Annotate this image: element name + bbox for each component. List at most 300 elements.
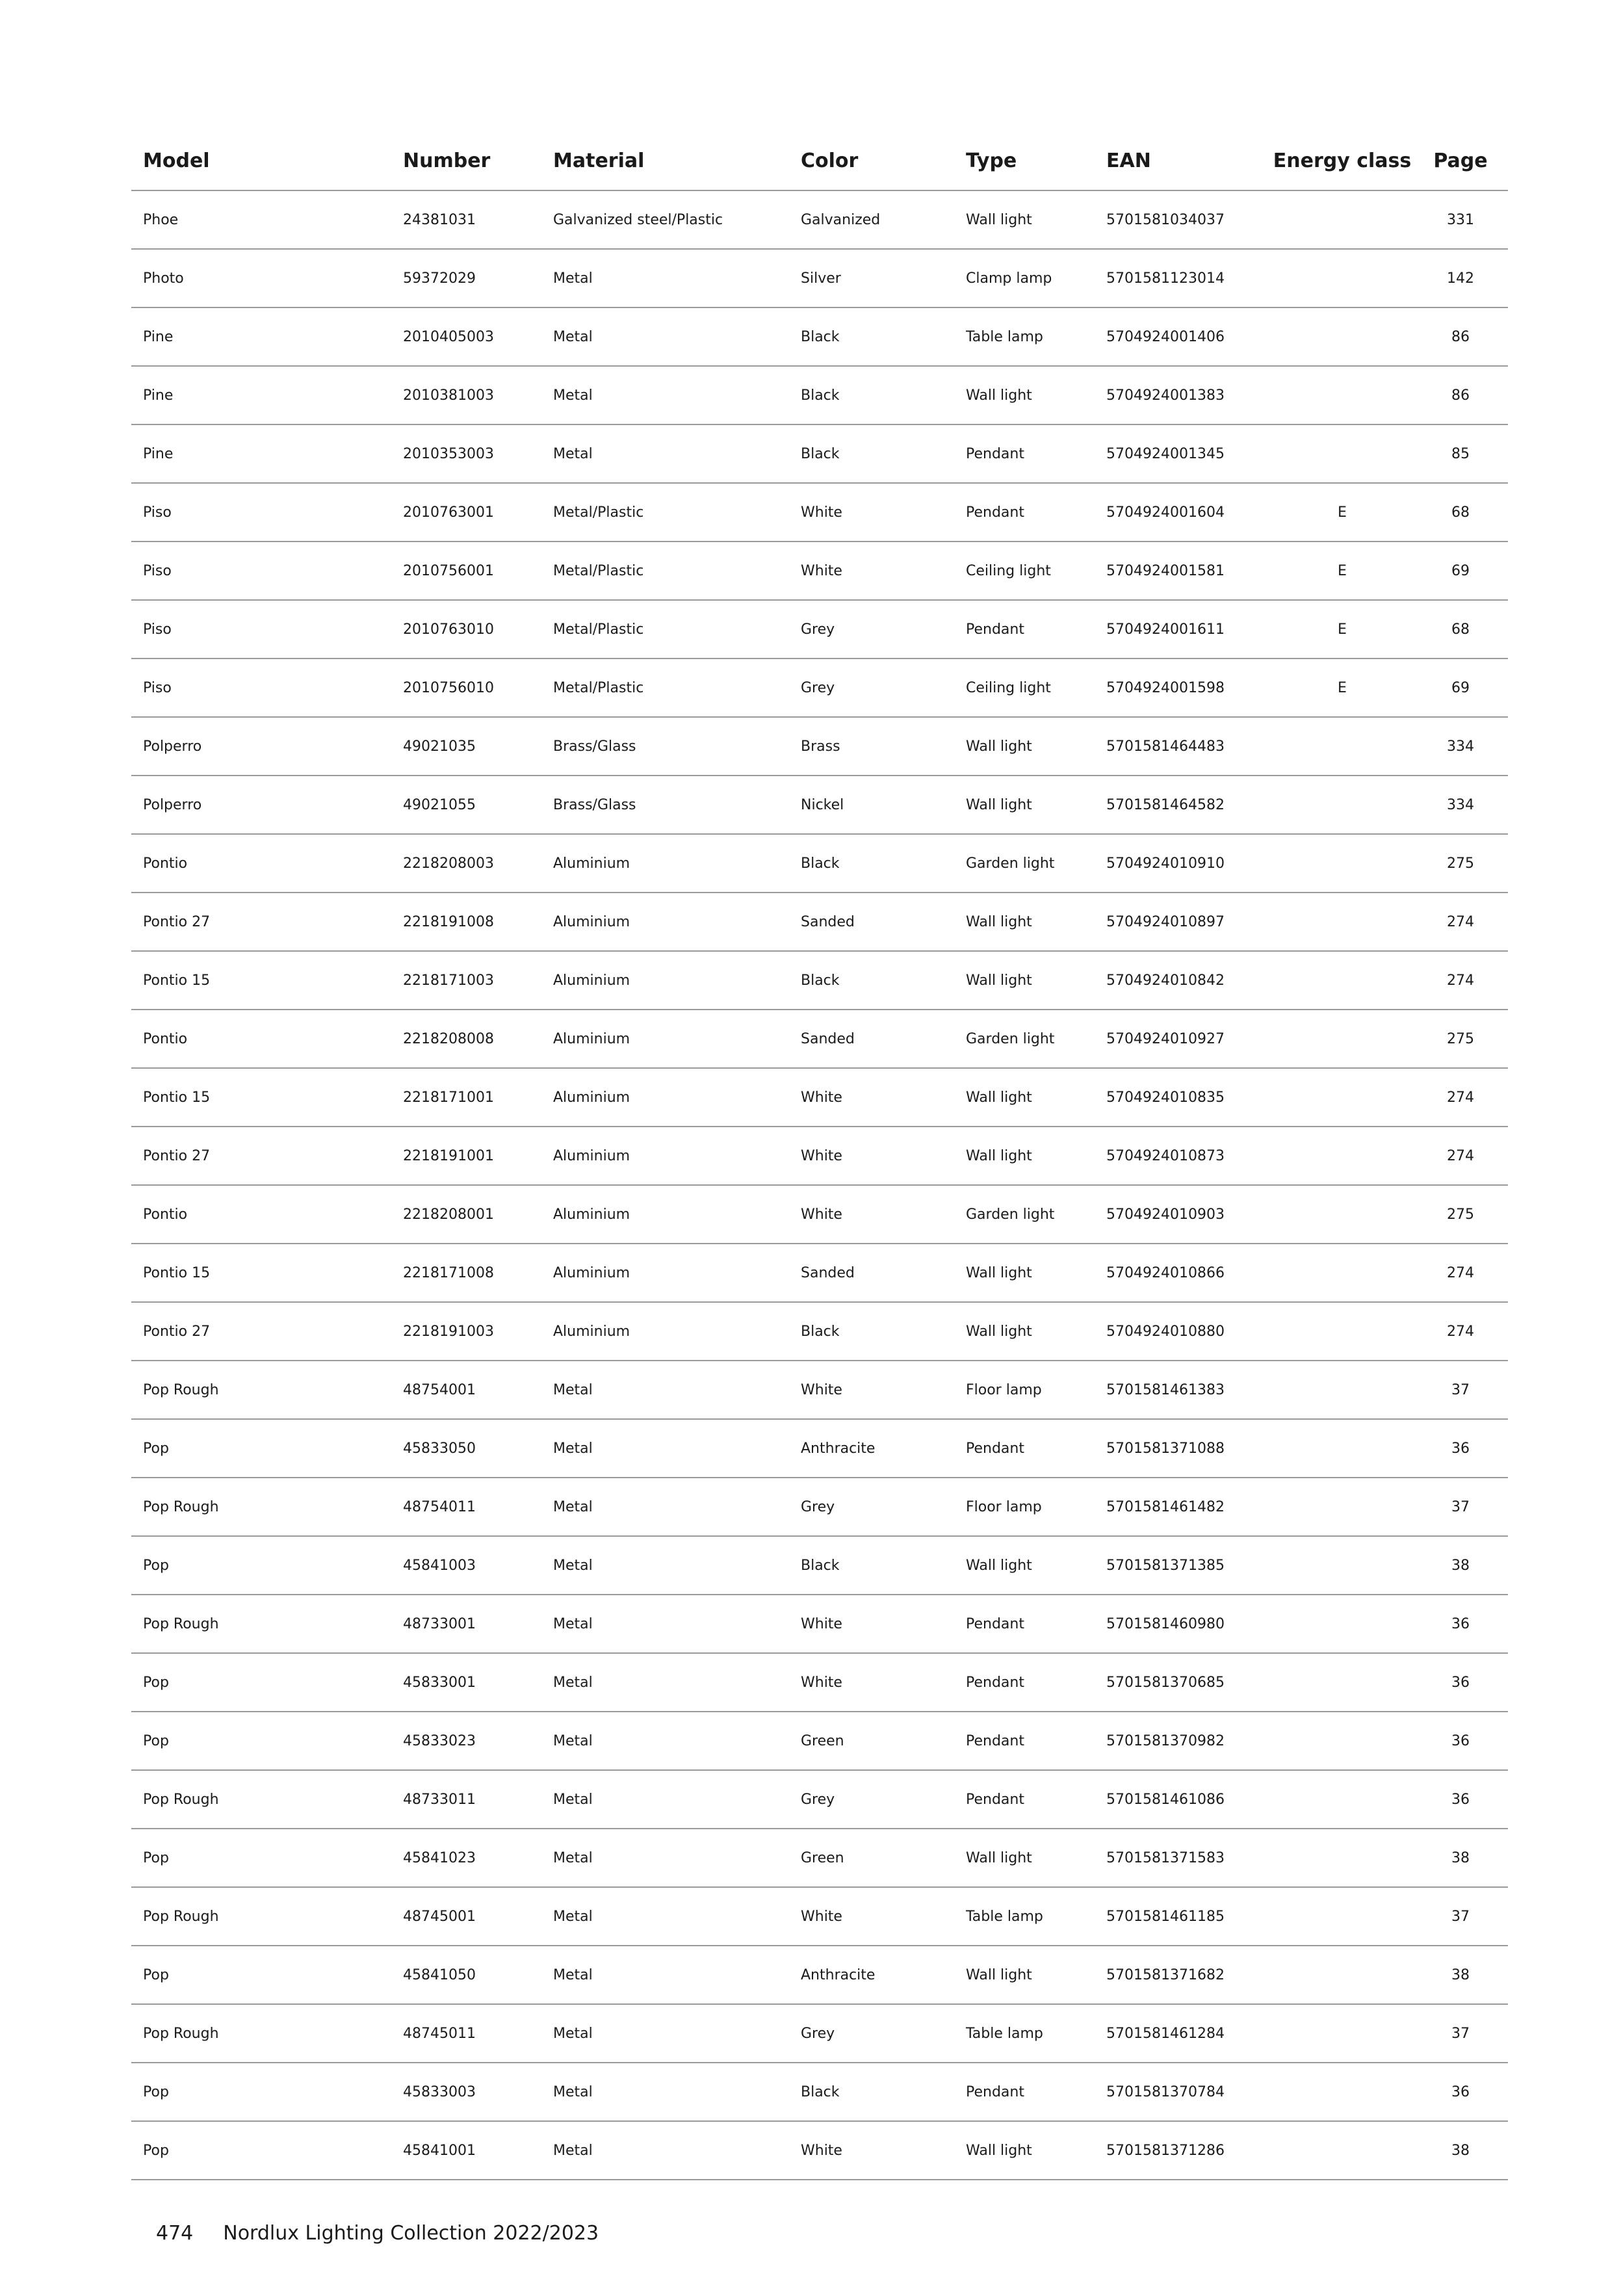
cell-type: Table lamp <box>966 1887 1106 1946</box>
cell-type: Pendant <box>966 1653 1106 1712</box>
cell-page: 38 <box>1413 1946 1508 2004</box>
column-header-number: Number <box>403 131 553 190</box>
cell-type: Wall light <box>966 1068 1106 1127</box>
table-row <box>131 1244 1508 1302</box>
cell-color: Black <box>801 951 966 1010</box>
cell-type: Wall light <box>966 893 1106 951</box>
cell-color: Grey <box>801 659 966 717</box>
table-row <box>131 1536 1508 1595</box>
cell-color: Black <box>801 366 966 424</box>
cell-number: 2010763010 <box>403 600 553 659</box>
column-header-page: Page <box>1413 131 1508 190</box>
cell-number: 45841050 <box>403 1946 553 2004</box>
cell-color: White <box>801 1127 966 1185</box>
cell-color: White <box>801 1887 966 1946</box>
cell-number: 45833001 <box>403 1653 553 1712</box>
cell-page: 36 <box>1413 2063 1508 2121</box>
cell-energy-class: E <box>1271 541 1413 600</box>
cell-type: Pendant <box>966 1712 1106 1770</box>
cell-energy-class: E <box>1271 659 1413 717</box>
cell-page: 36 <box>1413 1595 1508 1653</box>
cell-number: 59372029 <box>403 249 553 307</box>
cell-page: 68 <box>1413 600 1508 659</box>
cell-type: Pendant <box>966 1419 1106 1478</box>
cell-model: Pop <box>131 1829 403 1887</box>
cell-material: Metal/Plastic <box>553 659 801 717</box>
cell-energy-class <box>1271 1302 1413 1361</box>
cell-number: 2218171008 <box>403 1244 553 1302</box>
cell-energy-class <box>1271 1829 1413 1887</box>
table-row <box>131 717 1508 776</box>
table-row <box>131 1946 1508 2004</box>
cell-page: 69 <box>1413 541 1508 600</box>
column-header-ean: EAN <box>1106 131 1271 190</box>
cell-color: Grey <box>801 1478 966 1536</box>
cell-material: Brass/Glass <box>553 717 801 776</box>
cell-model: Pop <box>131 1946 403 2004</box>
page-number: 474 <box>156 2222 194 2245</box>
cell-page: 334 <box>1413 776 1508 834</box>
cell-page: 37 <box>1413 2004 1508 2063</box>
table-row <box>131 893 1508 951</box>
cell-model: Piso <box>131 483 403 541</box>
cell-energy-class <box>1271 951 1413 1010</box>
cell-page: 36 <box>1413 1712 1508 1770</box>
cell-energy-class <box>1271 424 1413 483</box>
table-row <box>131 659 1508 717</box>
cell-model: Pop Rough <box>131 1595 403 1653</box>
cell-material: Metal <box>553 1887 801 1946</box>
cell-model: Polperro <box>131 717 403 776</box>
cell-type: Wall light <box>966 1244 1106 1302</box>
column-header-model: Model <box>131 131 403 190</box>
cell-model: Pontio <box>131 834 403 893</box>
cell-number: 2218191001 <box>403 1127 553 1185</box>
table-row <box>131 1829 1508 1887</box>
cell-energy-class <box>1271 1361 1413 1419</box>
table-row <box>131 249 1508 307</box>
cell-material: Aluminium <box>553 1244 801 1302</box>
cell-ean: 5701581461284 <box>1106 2004 1271 2063</box>
cell-color: Sanded <box>801 1244 966 1302</box>
cell-color: White <box>801 1653 966 1712</box>
cell-type: Garden light <box>966 1010 1106 1068</box>
cell-model: Piso <box>131 600 403 659</box>
cell-material: Metal <box>553 249 801 307</box>
cell-number: 2010756001 <box>403 541 553 600</box>
cell-page: 274 <box>1413 893 1508 951</box>
cell-type: Pendant <box>966 1595 1106 1653</box>
cell-type: Wall light <box>966 1302 1106 1361</box>
cell-material: Metal <box>553 424 801 483</box>
cell-model: Pop Rough <box>131 1887 403 1946</box>
cell-number: 49021055 <box>403 776 553 834</box>
column-header-color: Color <box>801 131 966 190</box>
cell-energy-class <box>1271 1536 1413 1595</box>
cell-color: White <box>801 541 966 600</box>
cell-ean: 5704924010927 <box>1106 1010 1271 1068</box>
cell-number: 45841001 <box>403 2121 553 2180</box>
cell-number: 2010353003 <box>403 424 553 483</box>
cell-ean: 5704924001611 <box>1106 600 1271 659</box>
cell-model: Pontio 15 <box>131 951 403 1010</box>
cell-number: 2010763001 <box>403 483 553 541</box>
cell-number: 2010756010 <box>403 659 553 717</box>
cell-page: 274 <box>1413 1127 1508 1185</box>
cell-ean: 5704924010903 <box>1106 1185 1271 1244</box>
cell-ean: 5701581371385 <box>1106 1536 1271 1595</box>
cell-material: Metal <box>553 2121 801 2180</box>
cell-color: White <box>801 1185 966 1244</box>
cell-model: Polperro <box>131 776 403 834</box>
cell-ean: 5701581461482 <box>1106 1478 1271 1536</box>
cell-material: Metal <box>553 1419 801 1478</box>
cell-type: Wall light <box>966 717 1106 776</box>
cell-energy-class <box>1271 1887 1413 1946</box>
cell-type: Pendant <box>966 600 1106 659</box>
cell-page: 275 <box>1413 1010 1508 1068</box>
cell-material: Metal/Plastic <box>553 483 801 541</box>
cell-ean: 5704924010866 <box>1106 1244 1271 1302</box>
column-header-material: Material <box>553 131 801 190</box>
cell-number: 2010381003 <box>403 366 553 424</box>
cell-number: 2218208008 <box>403 1010 553 1068</box>
cell-page: 86 <box>1413 307 1508 366</box>
cell-energy-class <box>1271 893 1413 951</box>
cell-ean: 5701581371088 <box>1106 1419 1271 1478</box>
cell-energy-class <box>1271 834 1413 893</box>
cell-energy-class <box>1271 1653 1413 1712</box>
cell-material: Metal/Plastic <box>553 541 801 600</box>
table-row <box>131 424 1508 483</box>
cell-ean: 5701581464582 <box>1106 776 1271 834</box>
cell-ean: 5701581461185 <box>1106 1887 1271 1946</box>
cell-ean: 5704924010910 <box>1106 834 1271 893</box>
cell-color: White <box>801 483 966 541</box>
cell-model: Pop Rough <box>131 1361 403 1419</box>
table-row <box>131 2063 1508 2121</box>
cell-color: Green <box>801 1712 966 1770</box>
cell-type: Table lamp <box>966 2004 1106 2063</box>
column-header-energy-class: Energy class <box>1271 131 1413 190</box>
cell-energy-class <box>1271 366 1413 424</box>
catalog-title: Nordlux Lighting Collection 2022/2023 <box>223 2222 599 2245</box>
cell-model: Pop <box>131 1653 403 1712</box>
cell-page: 142 <box>1413 249 1508 307</box>
cell-page: 274 <box>1413 1244 1508 1302</box>
cell-ean: 5701581123014 <box>1106 249 1271 307</box>
cell-type: Wall light <box>966 1829 1106 1887</box>
cell-page: 37 <box>1413 1478 1508 1536</box>
cell-energy-class: E <box>1271 600 1413 659</box>
cell-page: 36 <box>1413 1653 1508 1712</box>
table-row <box>131 541 1508 600</box>
cell-number: 2218171003 <box>403 951 553 1010</box>
cell-page: 68 <box>1413 483 1508 541</box>
cell-energy-class <box>1271 190 1413 249</box>
cell-number: 48745001 <box>403 1887 553 1946</box>
table-row <box>131 1302 1508 1361</box>
cell-color: Brass <box>801 717 966 776</box>
cell-material: Aluminium <box>553 1127 801 1185</box>
table-row <box>131 1595 1508 1653</box>
cell-energy-class <box>1271 307 1413 366</box>
cell-page: 38 <box>1413 1536 1508 1595</box>
table-row <box>131 1185 1508 1244</box>
cell-type: Pendant <box>966 483 1106 541</box>
cell-type: Wall light <box>966 951 1106 1010</box>
cell-page: 275 <box>1413 834 1508 893</box>
cell-type: Wall light <box>966 1127 1106 1185</box>
table-row <box>131 1419 1508 1478</box>
cell-energy-class <box>1271 2004 1413 2063</box>
cell-color: Grey <box>801 1770 966 1829</box>
cell-type: Table lamp <box>966 307 1106 366</box>
cell-model: Pop <box>131 1536 403 1595</box>
cell-type: Floor lamp <box>966 1361 1106 1419</box>
cell-color: Nickel <box>801 776 966 834</box>
cell-color: Green <box>801 1829 966 1887</box>
cell-model: Pop <box>131 2063 403 2121</box>
cell-energy-class <box>1271 1770 1413 1829</box>
cell-ean: 5704924010897 <box>1106 893 1271 951</box>
cell-model: Pontio 15 <box>131 1068 403 1127</box>
cell-energy-class <box>1271 1712 1413 1770</box>
cell-material: Aluminium <box>553 1068 801 1127</box>
cell-number: 45841023 <box>403 1829 553 1887</box>
cell-type: Pendant <box>966 2063 1106 2121</box>
page-footer <box>156 2222 599 2245</box>
cell-number: 45833023 <box>403 1712 553 1770</box>
cell-ean: 5701581461383 <box>1106 1361 1271 1419</box>
cell-ean: 5704924001383 <box>1106 366 1271 424</box>
cell-color: White <box>801 1361 966 1419</box>
cell-energy-class <box>1271 1010 1413 1068</box>
cell-number: 2218171001 <box>403 1068 553 1127</box>
cell-number: 45833050 <box>403 1419 553 1478</box>
cell-number: 48754001 <box>403 1361 553 1419</box>
cell-color: Galvanized <box>801 190 966 249</box>
cell-model: Piso <box>131 541 403 600</box>
cell-color: Black <box>801 307 966 366</box>
cell-number: 45841003 <box>403 1536 553 1595</box>
cell-energy-class <box>1271 1478 1413 1536</box>
cell-material: Aluminium <box>553 834 801 893</box>
cell-number: 48733001 <box>403 1595 553 1653</box>
table-row <box>131 1361 1508 1419</box>
cell-energy-class <box>1271 717 1413 776</box>
table-header-row <box>131 131 1508 190</box>
cell-number: 45833003 <box>403 2063 553 2121</box>
cell-material: Metal <box>553 1478 801 1536</box>
table-row <box>131 2004 1508 2063</box>
table-row <box>131 483 1508 541</box>
cell-material: Metal <box>553 1712 801 1770</box>
cell-type: Floor lamp <box>966 1478 1106 1536</box>
table-row <box>131 776 1508 834</box>
cell-page: 275 <box>1413 1185 1508 1244</box>
cell-type: Wall light <box>966 776 1106 834</box>
cell-page: 69 <box>1413 659 1508 717</box>
cell-color: Anthracite <box>801 1419 966 1478</box>
cell-energy-class <box>1271 2121 1413 2180</box>
cell-number: 24381031 <box>403 190 553 249</box>
cell-model: Phoe <box>131 190 403 249</box>
cell-model: Pop Rough <box>131 1770 403 1829</box>
cell-ean: 5701581371286 <box>1106 2121 1271 2180</box>
cell-color: Grey <box>801 2004 966 2063</box>
cell-material: Galvanized steel/Plastic <box>553 190 801 249</box>
cell-page: 274 <box>1413 1302 1508 1361</box>
cell-ean: 5701581464483 <box>1106 717 1271 776</box>
cell-page: 85 <box>1413 424 1508 483</box>
cell-energy-class <box>1271 1185 1413 1244</box>
cell-ean: 5704924001598 <box>1106 659 1271 717</box>
cell-energy-class <box>1271 1244 1413 1302</box>
cell-page: 38 <box>1413 1829 1508 1887</box>
table-row <box>131 951 1508 1010</box>
cell-ean: 5704924010842 <box>1106 951 1271 1010</box>
cell-number: 48733011 <box>403 1770 553 1829</box>
cell-type: Ceiling light <box>966 541 1106 600</box>
cell-model: Pontio 27 <box>131 1302 403 1361</box>
cell-ean: 5704924010880 <box>1106 1302 1271 1361</box>
cell-material: Metal <box>553 1653 801 1712</box>
table-row <box>131 190 1508 249</box>
cell-energy-class: E <box>1271 483 1413 541</box>
cell-ean: 5701581460980 <box>1106 1595 1271 1653</box>
cell-color: Black <box>801 1536 966 1595</box>
cell-color: White <box>801 2121 966 2180</box>
cell-color: Sanded <box>801 893 966 951</box>
cell-ean: 5704924010873 <box>1106 1127 1271 1185</box>
cell-type: Garden light <box>966 1185 1106 1244</box>
cell-number: 2218191008 <box>403 893 553 951</box>
table-row <box>131 1068 1508 1127</box>
cell-energy-class <box>1271 776 1413 834</box>
cell-type: Wall light <box>966 1536 1106 1595</box>
cell-material: Metal <box>553 1536 801 1595</box>
cell-model: Pontio 15 <box>131 1244 403 1302</box>
cell-number: 2218191003 <box>403 1302 553 1361</box>
table-row <box>131 834 1508 893</box>
table-row <box>131 1712 1508 1770</box>
cell-model: Photo <box>131 249 403 307</box>
cell-model: Pine <box>131 366 403 424</box>
cell-page: 38 <box>1413 2121 1508 2180</box>
cell-model: Pontio <box>131 1185 403 1244</box>
cell-color: Black <box>801 2063 966 2121</box>
table-row <box>131 2121 1508 2180</box>
cell-model: Pine <box>131 307 403 366</box>
cell-material: Metal <box>553 1829 801 1887</box>
cell-energy-class <box>1271 1127 1413 1185</box>
table-body <box>131 190 1508 2180</box>
cell-color: Black <box>801 424 966 483</box>
cell-type: Wall light <box>966 190 1106 249</box>
table-row <box>131 1127 1508 1185</box>
cell-material: Metal <box>553 307 801 366</box>
cell-type: Pendant <box>966 424 1106 483</box>
cell-energy-class <box>1271 1419 1413 1478</box>
cell-color: White <box>801 1068 966 1127</box>
cell-color: Black <box>801 1302 966 1361</box>
cell-page: 334 <box>1413 717 1508 776</box>
cell-material: Metal/Plastic <box>553 600 801 659</box>
table-row <box>131 1770 1508 1829</box>
cell-type: Pendant <box>966 1770 1106 1829</box>
cell-number: 48754011 <box>403 1478 553 1536</box>
cell-ean: 5704924001345 <box>1106 424 1271 483</box>
cell-page: 37 <box>1413 1361 1508 1419</box>
cell-ean: 5701581370982 <box>1106 1712 1271 1770</box>
cell-material: Metal <box>553 1770 801 1829</box>
cell-number: 49021035 <box>403 717 553 776</box>
table-row <box>131 307 1508 366</box>
cell-energy-class <box>1271 249 1413 307</box>
cell-page: 274 <box>1413 951 1508 1010</box>
cell-model: Pontio 27 <box>131 1127 403 1185</box>
cell-page: 86 <box>1413 366 1508 424</box>
cell-material: Aluminium <box>553 1302 801 1361</box>
cell-ean: 5704924001581 <box>1106 541 1271 600</box>
cell-ean: 5701581371682 <box>1106 1946 1271 2004</box>
cell-energy-class <box>1271 2063 1413 2121</box>
cell-material: Metal <box>553 2004 801 2063</box>
cell-ean: 5704924001604 <box>1106 483 1271 541</box>
cell-material: Metal <box>553 1595 801 1653</box>
cell-type: Ceiling light <box>966 659 1106 717</box>
table-row <box>131 1010 1508 1068</box>
cell-number: 2010405003 <box>403 307 553 366</box>
cell-material: Metal <box>553 2063 801 2121</box>
cell-page: 37 <box>1413 1887 1508 1946</box>
cell-type: Wall light <box>966 1946 1106 2004</box>
cell-model: Pop Rough <box>131 1478 403 1536</box>
column-header-type: Type <box>966 131 1106 190</box>
cell-type: Wall light <box>966 2121 1106 2180</box>
cell-energy-class <box>1271 1595 1413 1653</box>
cell-energy-class <box>1271 1068 1413 1127</box>
cell-number: 48745011 <box>403 2004 553 2063</box>
cell-material: Metal <box>553 1946 801 2004</box>
cell-color: Black <box>801 834 966 893</box>
cell-material: Aluminium <box>553 1185 801 1244</box>
table-row <box>131 1478 1508 1536</box>
cell-page: 36 <box>1413 1770 1508 1829</box>
cell-ean: 5701581370784 <box>1106 2063 1271 2121</box>
table-row <box>131 366 1508 424</box>
cell-model: Pop <box>131 2121 403 2180</box>
cell-type: Garden light <box>966 834 1106 893</box>
table-row <box>131 1887 1508 1946</box>
cell-material: Aluminium <box>553 1010 801 1068</box>
product-table <box>131 131 1508 2180</box>
cell-ean: 5701581034037 <box>1106 190 1271 249</box>
cell-color: Silver <box>801 249 966 307</box>
cell-page: 274 <box>1413 1068 1508 1127</box>
cell-color: Sanded <box>801 1010 966 1068</box>
cell-material: Aluminium <box>553 893 801 951</box>
cell-type: Clamp lamp <box>966 249 1106 307</box>
cell-model: Pop <box>131 1712 403 1770</box>
cell-color: Grey <box>801 600 966 659</box>
cell-page: 331 <box>1413 190 1508 249</box>
cell-material: Aluminium <box>553 951 801 1010</box>
cell-number: 2218208001 <box>403 1185 553 1244</box>
cell-model: Pop <box>131 1419 403 1478</box>
cell-ean: 5701581370685 <box>1106 1653 1271 1712</box>
